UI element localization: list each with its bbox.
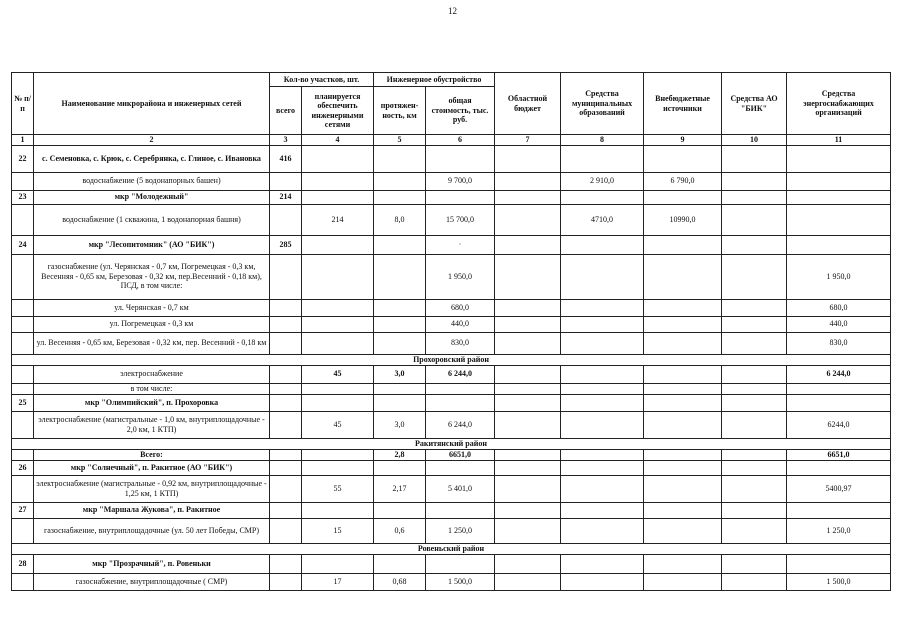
table-row bbox=[12, 383, 891, 394]
table-row bbox=[12, 299, 891, 316]
row-name: электроснабжение (магистральные - 1,0 км, внутриплощадочные - 2,0 км, 1 КТП) bbox=[34, 411, 270, 438]
section-row bbox=[12, 543, 891, 554]
table-row bbox=[12, 235, 891, 254]
extrabudget-value: 6 790,0 bbox=[644, 172, 722, 190]
plots-planned: 45 bbox=[302, 411, 374, 438]
col-num: 7 bbox=[495, 135, 561, 146]
row-name: с. Семеновка, с. Крюк, с. Серебрянка, с. Глиное, с. Ивановка bbox=[34, 145, 270, 172]
col-num: 11 bbox=[787, 135, 891, 146]
municipal-value: 4710,0 bbox=[561, 204, 644, 235]
row-name: газоснабжение (ул. Черянская - 0,7 км, Погремецкая - 0,3 км, Весенняя - 0,65 км, Березовая - 0,32 км, пер.Весенний - 0,18 км), ПСД, в том числе: bbox=[34, 254, 270, 299]
col-num: 5 bbox=[374, 135, 426, 146]
row-name: ул. Весенняя - 0,65 км, Березовая - 0,32 км, пер. Весенний - 0,18 км bbox=[34, 332, 270, 354]
energy-value: 1 250,0 bbox=[787, 518, 891, 543]
table-row bbox=[12, 190, 891, 204]
energy-value: 1 500,0 bbox=[787, 573, 891, 590]
scan-mark: · bbox=[426, 235, 495, 254]
row-number: 22 bbox=[12, 145, 34, 172]
energy-value: 6244,0 bbox=[787, 411, 891, 438]
row-name: электроснабжение bbox=[34, 365, 270, 383]
row-name: водоснабжение (1 скважина, 1 водонапорная башня) bbox=[34, 204, 270, 235]
header-num: № п/п bbox=[12, 73, 34, 135]
section-title: Ракитянский район bbox=[12, 438, 891, 449]
row-name: электроснабжение (магистральные - 0,92 км, внутриплощадочные - 1,25 км, 1 КТП) bbox=[34, 475, 270, 502]
energy-value: 830,0 bbox=[787, 332, 891, 354]
section-row bbox=[12, 354, 891, 365]
col-num: 1 bbox=[12, 135, 34, 146]
row-number: 23 bbox=[12, 190, 34, 204]
row-number: 26 bbox=[12, 460, 34, 475]
row-number: 27 bbox=[12, 502, 34, 518]
plots-planned: 214 bbox=[302, 204, 374, 235]
row-name: в том числе: bbox=[34, 383, 270, 394]
col-num: 10 bbox=[722, 135, 787, 146]
eng-length: 0,6 bbox=[374, 518, 426, 543]
eng-length: 2,17 bbox=[374, 475, 426, 502]
table-row bbox=[12, 502, 891, 518]
table-row bbox=[12, 518, 891, 543]
row-name: мкр "Молодежный" bbox=[34, 190, 270, 204]
extrabudget-value: 10990,0 bbox=[644, 204, 722, 235]
energy-value: 1 950,0 bbox=[787, 254, 891, 299]
section-title: Прохоровский район bbox=[12, 354, 891, 365]
eng-length: 3,0 bbox=[374, 411, 426, 438]
section-title: Ровеньский район bbox=[12, 543, 891, 554]
municipal-value: 2 910,0 bbox=[561, 172, 644, 190]
row-name: газоснабжение, внутриплощадочные (ул. 50 лет Победы, СМР) bbox=[34, 518, 270, 543]
table-row bbox=[12, 475, 891, 502]
eng-cost: 5 401,0 bbox=[426, 475, 495, 502]
plots-planned: 15 bbox=[302, 518, 374, 543]
row-number: 25 bbox=[12, 394, 34, 411]
header-plots-total: всего bbox=[270, 87, 302, 135]
row-name: мкр "Олимпийский", п. Прохоровка bbox=[34, 394, 270, 411]
row-number: 24 bbox=[12, 235, 34, 254]
eng-length: 0,68 bbox=[374, 573, 426, 590]
header-plots-planned: планируется обеспечить инженерными сетями bbox=[302, 87, 374, 135]
eng-cost: 6 244,0 bbox=[426, 411, 495, 438]
plots-planned: 55 bbox=[302, 475, 374, 502]
header-extrabudget: Внебюджетные источники bbox=[644, 73, 722, 135]
table-row bbox=[12, 573, 891, 590]
table-row bbox=[12, 204, 891, 235]
section-row bbox=[12, 438, 891, 449]
eng-cost: 1 950,0 bbox=[426, 254, 495, 299]
col-num: 2 bbox=[34, 135, 270, 146]
table-row bbox=[12, 145, 891, 172]
eng-cost: 680,0 bbox=[426, 299, 495, 316]
col-num: 4 bbox=[302, 135, 374, 146]
table-row bbox=[12, 365, 891, 383]
table-row bbox=[12, 449, 891, 460]
row-number: 28 bbox=[12, 554, 34, 573]
row-name: мкр "Прозрачный", п. Ровеньки bbox=[34, 554, 270, 573]
row-name: мкр "Лесопитомник" (АО "БИК") bbox=[34, 235, 270, 254]
investment-table bbox=[11, 72, 891, 591]
row-name: мкр "Маршала Жукова", п. Ракитное bbox=[34, 502, 270, 518]
row-name: Всего: bbox=[34, 449, 270, 460]
col-num: 3 bbox=[270, 135, 302, 146]
eng-cost: 6651,0 bbox=[426, 449, 495, 460]
page-number: 12 bbox=[448, 6, 457, 16]
table-row bbox=[12, 411, 891, 438]
plots-total: 214 bbox=[270, 190, 302, 204]
table-row bbox=[12, 172, 891, 190]
plots-total: 416 bbox=[270, 145, 302, 172]
header-plots: Кол-во участков, шт. bbox=[270, 73, 374, 87]
eng-cost: 9 700,0 bbox=[426, 172, 495, 190]
table-row bbox=[12, 460, 891, 475]
header-regional: Областной бюджет bbox=[495, 73, 561, 135]
eng-cost: 440,0 bbox=[426, 316, 495, 332]
col-num: 8 bbox=[561, 135, 644, 146]
header-municipal: Средства муниципальных образований bbox=[561, 73, 644, 135]
header-eng-cost: общая стоимость, тыс. руб. bbox=[426, 87, 495, 135]
plots-total: 285 bbox=[270, 235, 302, 254]
eng-cost: 1 250,0 bbox=[426, 518, 495, 543]
header-bik: Средства АО "БИК" bbox=[722, 73, 787, 135]
header-name: Наименование микрорайона и инженерных сетей bbox=[34, 73, 270, 135]
table-row bbox=[12, 554, 891, 573]
plots-planned: 17 bbox=[302, 573, 374, 590]
energy-value: 680,0 bbox=[787, 299, 891, 316]
row-name: ул. Черянская - 0,7 км bbox=[34, 299, 270, 316]
eng-cost: 830,0 bbox=[426, 332, 495, 354]
energy-value: 6651,0 bbox=[787, 449, 891, 460]
row-name: газоснабжение, внутриплощадочные ( СМР) bbox=[34, 573, 270, 590]
eng-length: 3,0 bbox=[374, 365, 426, 383]
header-engineering: Инженерное обустройство bbox=[374, 73, 495, 87]
column-number-row bbox=[12, 135, 891, 146]
energy-value: 440,0 bbox=[787, 316, 891, 332]
table-row bbox=[12, 316, 891, 332]
header-eng-length: протяжен-ность, км bbox=[374, 87, 426, 135]
eng-cost: 6 244,0 bbox=[426, 365, 495, 383]
row-name: водоснабжение (5 водонапорных башен) bbox=[34, 172, 270, 190]
col-num: 6 bbox=[426, 135, 495, 146]
col-num: 9 bbox=[644, 135, 722, 146]
table-row bbox=[12, 394, 891, 411]
row-name: ул. Погремецкая - 0,3 км bbox=[34, 316, 270, 332]
header-energy: Средства энергоснабжающих организаций bbox=[787, 73, 891, 135]
eng-cost: 1 500,0 bbox=[426, 573, 495, 590]
row-name: мкр "Солнечный", п. Ракитное (АО "БИК") bbox=[34, 460, 270, 475]
table-row bbox=[12, 332, 891, 354]
eng-length: 2,8 bbox=[374, 449, 426, 460]
plots-planned: 45 bbox=[302, 365, 374, 383]
energy-value: 6 244,0 bbox=[787, 365, 891, 383]
energy-value: 5400,97 bbox=[787, 475, 891, 502]
table-row bbox=[12, 254, 891, 299]
eng-cost: 15 700,0 bbox=[426, 204, 495, 235]
eng-length: 8,0 bbox=[374, 204, 426, 235]
